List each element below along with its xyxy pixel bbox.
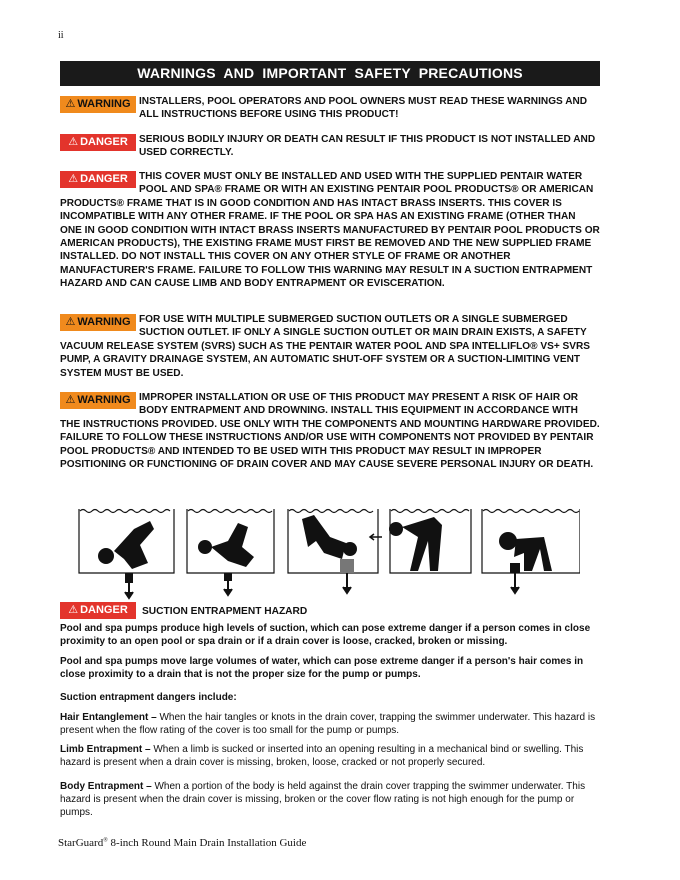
entrapment-illustration: [78, 501, 580, 621]
warning-block-3: [60, 391, 600, 471]
warning-badge: ⚠ WARNING: [60, 96, 136, 113]
danger-text: SERIOUS BODILY INJURY OR DEATH CAN RESULT IF THIS PRODUCT IS NOT INSTALLED AND USED CORRECTLY.: [139, 134, 596, 159]
figure-5: [499, 532, 552, 593]
page-number: ii: [58, 30, 64, 41]
danger-badge: ⚠ DANGER: [60, 134, 136, 151]
danger-text: THIS COVER MUST ONLY BE INSTALLED AND USED WITH THE SUPPLIED PENTAIR WATER POOL AND SPA® FRAME OR WITH AN EXISTING PENTAIR POOL PRODUCTS® OR AMERICAN PRODUCTS® FRAME THAT IS IN GOOD CONDITION AND HAS INTACT BRASS INSERTS. THIS COVER IS INCOMPATIBLE WITH ANY OTHER FRAME. IF THE POOL OR SPA HAS AN EXISTING FRAME (OTHER THAN ONE IN GOOD CONDITION WITH INTACT BRASS INSERTS MANUFACTURED BY PENTAIR POOL PRODUCTS OR AMERICAN PRODUCTS), THE EXISTING FRAME MUST FIRST BE REMOVED AND THE NEW SUPPLIED FRAME INSTALLED. DO NOT INSTALL THIS COVER ON ANY OTHER STYLE OF FRAME OR ANOTHER MANUFACTURER'S FRAME. FAILURE TO FOLLOW THIS WARNING MAY RESULT IN A SUCTION ENTRAPMENT HAZARD AND CAN CAUSE LIMB AND BODY ENTRAPMENT OR EVISCERATION.: [60, 171, 600, 290]
danger-triangle-icon: ⚠: [68, 173, 79, 185]
danger-block-2: [60, 170, 600, 291]
hair-label: Hair Entanglement –: [60, 712, 157, 723]
figure-2: [198, 523, 254, 595]
hair-text: When the hair tangles or knots in the drain cover, trapping the swimmer underwater. This hazard is present when the flow rating of the cover is too small for the pump or pumps.: [60, 712, 596, 737]
hair-entanglement: [60, 711, 605, 737]
body-text: When a portion of the body is held against the drain cover trapping the swimmer underwater. This hazard is present when the drain cover is missing, broken or the cover flow rating is not high enough for the pump or pumps.: [60, 781, 586, 819]
hazard-title: SUCTION ENTRAPMENT HAZARD: [142, 606, 308, 617]
body-entrapment: [60, 780, 605, 820]
body-label: Body Entrapment –: [60, 781, 152, 792]
danger-badge: ⚠ DANGER: [60, 171, 136, 188]
page-title: WARNINGS AND IMPORTANT SAFETY PRECAUTIONS: [60, 61, 600, 86]
warning-text: FOR USE WITH MULTIPLE SUBMERGED SUCTION OUTLETS OR A SINGLE SUBMERGED SUCTION OUTLET. IF ONLY A SINGLE SUCTION OUTLET OR MAIN DRAIN EXISTS, A SAFETY VACUUM RELEASE SYSTEM (SVRS) SUCH AS THE PENTAIR WATER POOL AND SPA INTELLIFLO® VS+ SVRS PUMP, A GRAVITY DRAINAGE SYSTEM, AN AUTOMATIC SHUT-OFF SYSTEM OR A SUCTION-LIMITING VENT SYSTEM MUST BE USED.: [60, 314, 591, 379]
danger-triangle-icon: ⚠: [68, 604, 79, 616]
figure-1: [98, 521, 154, 598]
water-line: [80, 510, 579, 513]
volume-paragraph: Pool and spa pumps move large volumes of water, which can pose extreme danger if a person's hair comes in close proximity to a drain that is not the proper size for the pump or pumps.: [60, 656, 584, 681]
warning-text: IMPROPER INSTALLATION OR USE OF THIS PRODUCT MAY PRESENT A RISK OF HAIR OR BODY ENTRAPMENT AND DROWNING. INSTALL THIS EQUIPMENT IN ACCORDANCE WITH THE INSTRUCTIONS PROVIDED. USE ONLY WITH THE COMPONENTS AND MOUNTING HARDWARE PROVIDED. FAILURE TO FOLLOW THESE INSTRUCTIONS AND/OR USE WITH COMPONENTS NOT PROVIDED BY PENTAIR POOL PRODUCTS® AND INTENDED TO BE USED WITH THIS PRODUCT MAY RESULT IN IMPROPER POSITIONING OR FUNCTIONING OF DRAIN COVER AND MAY CAUSE SEVERE PERSONAL INJURY OR DEATH.: [60, 392, 600, 471]
figure-4: [370, 517, 442, 571]
warning-badge: ⚠ WARNING: [60, 392, 136, 409]
limb-label: Limb Entrapment –: [60, 744, 151, 755]
figure-3: [302, 515, 357, 593]
warning-triangle-icon: ⚠: [65, 316, 76, 328]
danger-block-1: [60, 133, 600, 160]
danger-triangle-icon: ⚠: [68, 136, 79, 148]
dangers-title: Suction entrapment dangers include:: [60, 692, 237, 703]
warning-triangle-icon: ⚠: [65, 98, 76, 110]
warning-text: INSTALLERS, POOL OPERATORS AND POOL OWNERS MUST READ THESE WARNINGS AND ALL INSTRUCTIONS BEFORE USING THIS PRODUCT!: [139, 96, 588, 121]
limb-entrapment: [60, 743, 605, 769]
warning-block-2: [60, 313, 600, 380]
warning-triangle-icon: ⚠: [65, 394, 76, 406]
danger-badge: ⚠ DANGER: [60, 602, 136, 619]
footer: StarGuard® 8-inch Round Main Drain Installation Guide: [58, 837, 307, 849]
limb-text: When a limb is sucked or inserted into an opening resulting in a mechanical bind or swelling. This hazard is present when a drain cover is missing, broken, loose, cracked or not properly secured.: [60, 744, 584, 769]
warning-block-1: [60, 95, 600, 122]
warning-badge: ⚠ WARNING: [60, 314, 136, 331]
suction-paragraph: Pool and spa pumps produce high levels of suction, which can pose extreme danger if a person comes in close proximity to an open pool or spa drain or if a drain cover is loose, cracked, broken or missing.: [60, 623, 591, 648]
